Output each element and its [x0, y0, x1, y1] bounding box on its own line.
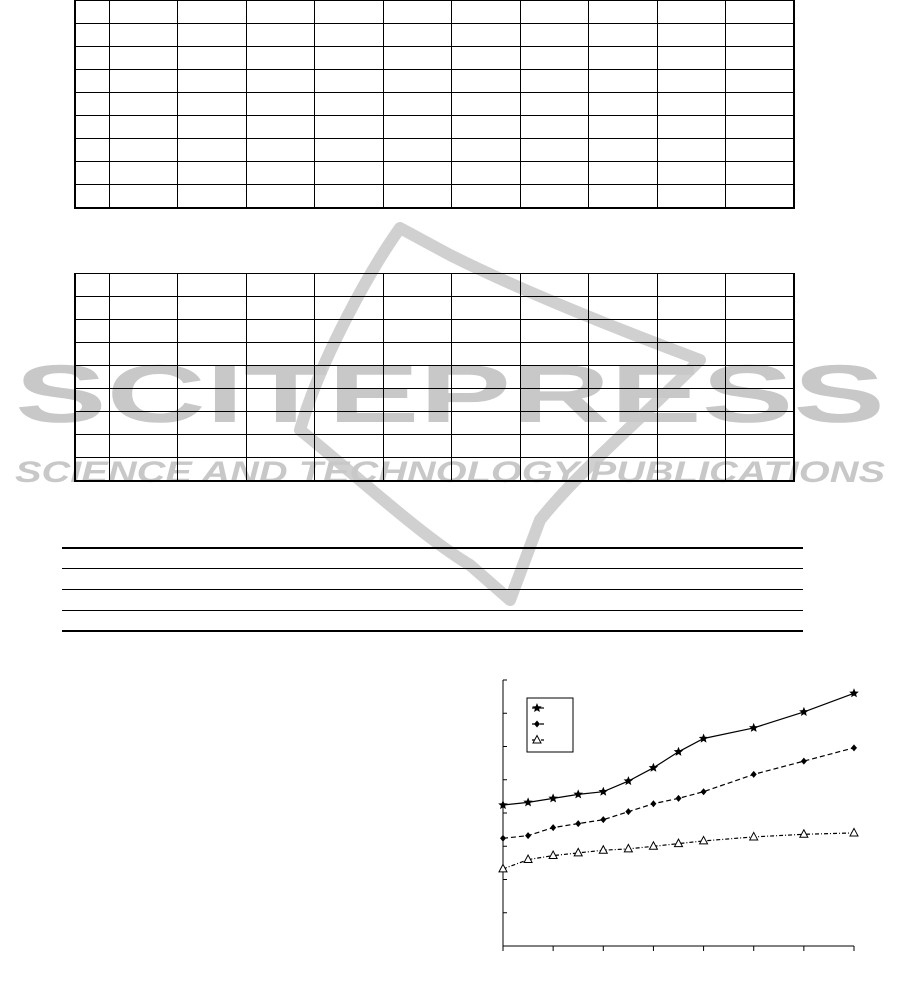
table-cell — [109, 389, 178, 412]
table-cell — [452, 320, 521, 343]
table-cell — [520, 139, 589, 162]
series-1-point — [749, 723, 759, 732]
series-2-point — [500, 835, 506, 842]
table-cell — [589, 412, 658, 435]
table-row — [75, 274, 794, 297]
table-row — [75, 47, 794, 70]
series-1-point — [699, 734, 709, 743]
series-3-point — [624, 844, 632, 852]
table-cell — [315, 116, 384, 139]
table-cell — [726, 297, 795, 320]
table-cell — [383, 412, 452, 435]
table-cell — [246, 93, 315, 116]
table-cell — [657, 185, 726, 209]
table-cell — [520, 274, 589, 297]
table-cell — [589, 343, 658, 366]
table-cell — [178, 185, 247, 209]
series-2-point — [701, 788, 707, 795]
table-cell — [589, 116, 658, 139]
table-cell — [109, 1, 178, 24]
table-cell — [75, 70, 109, 93]
table-cell — [520, 70, 589, 93]
table-cell — [589, 274, 658, 297]
table-cell — [109, 343, 178, 366]
table-cell — [75, 93, 109, 116]
table-cell — [452, 297, 521, 320]
watermark-tagline: SCIENCE AND TECHNOLOGY PUBLICATIONS — [15, 456, 885, 489]
table-cell — [315, 274, 384, 297]
table-cell — [520, 93, 589, 116]
table-cell — [75, 24, 109, 47]
table-cell — [75, 47, 109, 70]
table-cell — [657, 47, 726, 70]
series-3-point — [750, 832, 758, 840]
table-cell — [178, 70, 247, 93]
table-cell — [315, 389, 384, 412]
table-cell — [383, 1, 452, 24]
series-2-point — [801, 758, 807, 765]
table-cell — [246, 116, 315, 139]
watermark-brand: SCITEPRESS — [15, 349, 885, 440]
table-cell — [109, 47, 178, 70]
table-cell — [657, 274, 726, 297]
table-cell — [657, 139, 726, 162]
table-cell — [657, 389, 726, 412]
table-1 — [74, 0, 795, 209]
table-cell — [589, 47, 658, 70]
legend-box — [527, 698, 573, 752]
table-cell — [657, 297, 726, 320]
table-cell — [383, 389, 452, 412]
table-cell — [246, 389, 315, 412]
table-cell — [657, 320, 726, 343]
table-cell — [726, 435, 795, 458]
table-cell — [452, 185, 521, 209]
table-cell — [589, 366, 658, 389]
series-3-point — [800, 830, 808, 838]
table-row — [75, 343, 794, 366]
table-cell — [246, 412, 315, 435]
table-cell — [520, 297, 589, 320]
table-3-bottom-rule — [62, 630, 803, 632]
table-cell — [109, 162, 178, 185]
table-cell — [109, 458, 178, 482]
table-cell — [178, 47, 247, 70]
table-cell — [246, 162, 315, 185]
table-cell — [383, 116, 452, 139]
series-1-point — [523, 797, 533, 806]
series-1-point — [849, 688, 859, 697]
table-row — [75, 70, 794, 93]
series-2-point — [851, 744, 857, 751]
table-cell — [452, 343, 521, 366]
table-cell — [726, 412, 795, 435]
table-cell — [246, 320, 315, 343]
table-row — [75, 24, 794, 47]
table-cell — [246, 185, 315, 209]
table-cell — [383, 93, 452, 116]
table-cell — [246, 343, 315, 366]
table-row — [75, 320, 794, 343]
table-cell — [726, 93, 795, 116]
table-row — [75, 458, 794, 482]
table-cell — [657, 366, 726, 389]
table-cell — [657, 412, 726, 435]
table-cell — [383, 139, 452, 162]
table-row — [75, 93, 794, 116]
table-cell — [383, 458, 452, 482]
table-cell — [246, 458, 315, 482]
table-cell — [109, 24, 178, 47]
table-cell — [75, 116, 109, 139]
series-2-point — [650, 800, 656, 807]
table-cell — [109, 366, 178, 389]
table-cell — [109, 297, 178, 320]
table-cell — [726, 274, 795, 297]
table-row — [75, 412, 794, 435]
table-row — [75, 366, 794, 389]
table-cell — [246, 70, 315, 93]
table-cell — [109, 93, 178, 116]
table-cell — [109, 435, 178, 458]
table-row — [75, 185, 794, 209]
table-cell — [520, 185, 589, 209]
table-cell — [589, 185, 658, 209]
table-cell — [315, 70, 384, 93]
table-cell — [383, 343, 452, 366]
table-cell — [75, 389, 109, 412]
table-cell — [726, 458, 795, 482]
table-cell — [657, 24, 726, 47]
table-cell — [520, 435, 589, 458]
table-row — [75, 297, 794, 320]
table-cell — [75, 1, 109, 24]
series-1-point — [599, 787, 609, 796]
table-cell — [178, 139, 247, 162]
table-cell — [520, 162, 589, 185]
table-cell — [452, 389, 521, 412]
table-cell — [246, 297, 315, 320]
table-cell — [315, 185, 384, 209]
series-2-point — [525, 832, 531, 839]
table-cell — [383, 297, 452, 320]
table-cell — [178, 297, 247, 320]
table-cell — [178, 458, 247, 482]
series-3-point — [850, 828, 858, 836]
table-cell — [520, 412, 589, 435]
table-cell — [75, 343, 109, 366]
table-3-rule — [62, 568, 803, 569]
table-2 — [74, 273, 795, 482]
table-cell — [383, 435, 452, 458]
table-cell — [315, 139, 384, 162]
table-cell — [178, 274, 247, 297]
table-cell — [726, 185, 795, 209]
table-cell — [109, 320, 178, 343]
table-cell — [246, 274, 315, 297]
table-cell — [315, 297, 384, 320]
table-cell — [315, 93, 384, 116]
table-cell — [589, 320, 658, 343]
table-row — [75, 139, 794, 162]
table-cell — [315, 162, 384, 185]
table-row — [75, 1, 794, 24]
table-cell — [383, 185, 452, 209]
table-cell — [109, 412, 178, 435]
table-cell — [726, 343, 795, 366]
table-cell — [383, 366, 452, 389]
table-cell — [657, 70, 726, 93]
series-3-point — [700, 836, 708, 844]
table-cell — [452, 1, 521, 24]
table-cell — [726, 116, 795, 139]
table-cell — [75, 320, 109, 343]
table-cell — [178, 412, 247, 435]
table-3-rule — [62, 589, 803, 590]
table-cell — [315, 320, 384, 343]
table-cell — [589, 1, 658, 24]
table-cell — [75, 274, 109, 297]
table-cell — [315, 435, 384, 458]
table-cell — [657, 435, 726, 458]
table-cell — [657, 116, 726, 139]
series-2-point — [625, 808, 631, 815]
table-cell — [452, 47, 521, 70]
table-cell — [315, 412, 384, 435]
table-cell — [726, 162, 795, 185]
table-cell — [726, 366, 795, 389]
table-cell — [178, 93, 247, 116]
table-cell — [178, 343, 247, 366]
table-row — [75, 435, 794, 458]
table-cell — [589, 435, 658, 458]
table-cell — [520, 366, 589, 389]
table-cell — [383, 70, 452, 93]
table-cell — [520, 116, 589, 139]
table-cell — [452, 116, 521, 139]
table-cell — [246, 47, 315, 70]
table-cell — [726, 47, 795, 70]
series-1-point — [574, 789, 584, 798]
table-cell — [383, 47, 452, 70]
table-cell — [246, 1, 315, 24]
table-cell — [452, 162, 521, 185]
table-3-top-rule — [62, 547, 803, 549]
table-cell — [452, 274, 521, 297]
series-2-point — [676, 795, 682, 802]
table-cell — [109, 274, 178, 297]
table-cell — [520, 343, 589, 366]
table-cell — [383, 162, 452, 185]
table-cell — [589, 297, 658, 320]
series-1-point — [649, 763, 659, 772]
table-cell — [178, 366, 247, 389]
table-cell — [589, 139, 658, 162]
table-row — [75, 389, 794, 412]
table-cell — [315, 24, 384, 47]
table-cell — [109, 116, 178, 139]
table-cell — [178, 24, 247, 47]
table-cell — [726, 320, 795, 343]
table-3-rule — [62, 610, 803, 611]
series-2-point — [575, 820, 581, 827]
table-cell — [75, 412, 109, 435]
table-cell — [178, 389, 247, 412]
table-cell — [178, 1, 247, 24]
table-cell — [75, 458, 109, 482]
table-cell — [726, 70, 795, 93]
table-cell — [657, 458, 726, 482]
table-cell — [520, 389, 589, 412]
table-cell — [383, 320, 452, 343]
table-cell — [726, 24, 795, 47]
table-cell — [383, 24, 452, 47]
table-cell — [520, 47, 589, 70]
series-1-point — [624, 776, 634, 785]
table-cell — [315, 458, 384, 482]
series-1-point — [548, 793, 558, 802]
table-cell — [109, 139, 178, 162]
table-cell — [657, 93, 726, 116]
table-cell — [589, 93, 658, 116]
table-cell — [75, 162, 109, 185]
series-2-point — [751, 771, 757, 778]
series-2-point — [550, 824, 556, 831]
table-cell — [178, 162, 247, 185]
table-cell — [657, 162, 726, 185]
table-cell — [452, 458, 521, 482]
table-cell — [452, 139, 521, 162]
line-chart — [470, 670, 870, 960]
table-cell — [315, 47, 384, 70]
table-cell — [520, 320, 589, 343]
table-cell — [520, 24, 589, 47]
table-cell — [589, 24, 658, 47]
table-cell — [75, 139, 109, 162]
series-2-point — [600, 816, 606, 823]
series-3-point — [574, 848, 582, 856]
table-cell — [589, 389, 658, 412]
table-cell — [315, 366, 384, 389]
table-cell — [657, 343, 726, 366]
table-cell — [520, 1, 589, 24]
table-cell — [520, 458, 589, 482]
table-cell — [75, 366, 109, 389]
table-cell — [452, 435, 521, 458]
table-cell — [178, 116, 247, 139]
table-cell — [589, 162, 658, 185]
table-cell — [178, 320, 247, 343]
table-cell — [246, 24, 315, 47]
table-cell — [109, 185, 178, 209]
table-cell — [75, 435, 109, 458]
series-1-point — [799, 707, 809, 716]
table-cell — [109, 70, 178, 93]
table-cell — [75, 185, 109, 209]
table-cell — [246, 366, 315, 389]
table-cell — [452, 93, 521, 116]
table-cell — [452, 412, 521, 435]
table-cell — [383, 274, 452, 297]
table-cell — [315, 1, 384, 24]
table-cell — [589, 70, 658, 93]
table-cell — [726, 389, 795, 412]
table-cell — [246, 435, 315, 458]
table-cell — [589, 458, 658, 482]
table-cell — [452, 366, 521, 389]
table-row — [75, 162, 794, 185]
table-cell — [452, 24, 521, 47]
table-cell — [315, 343, 384, 366]
table-cell — [246, 139, 315, 162]
table-cell — [452, 70, 521, 93]
table-cell — [178, 435, 247, 458]
table-cell — [75, 297, 109, 320]
table-cell — [726, 1, 795, 24]
table-row — [75, 116, 794, 139]
table-cell — [657, 1, 726, 24]
table-cell — [726, 139, 795, 162]
